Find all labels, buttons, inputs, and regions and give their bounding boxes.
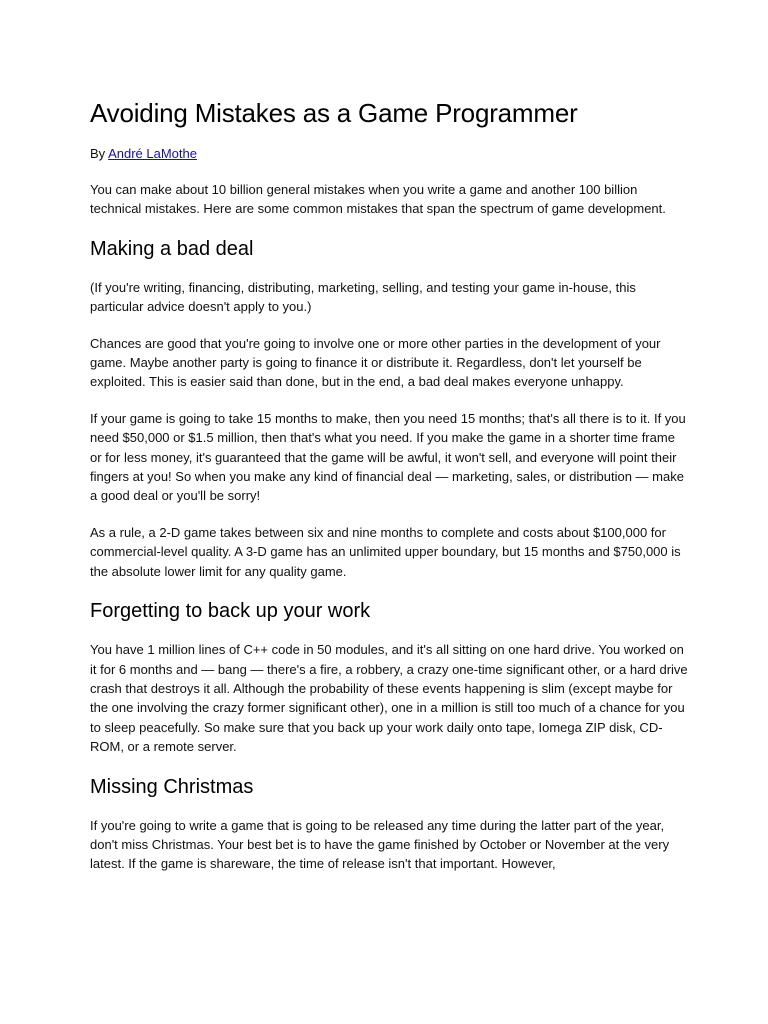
section-heading-bad-deal: Making a bad deal bbox=[90, 237, 254, 260]
paragraph: If you're going to write a game that is going to be released any time during the latter part of the year, don't miss Christmas. Your best bet is to have the game finished by October or November at the very latest. If the game is shareware, the time of release isn't that important. However, bbox=[90, 817, 670, 872]
paragraph: (If you're writing, financing, distributing, marketing, selling, and testing your game in-house, this particular advice doesn't apply to you.) bbox=[90, 279, 636, 315]
intro-paragraph: You can make about 10 billion general mistakes when you write a game and another 100 billion technical mistakes. Here are some common mistakes that span the spectrum of game development. bbox=[90, 182, 666, 217]
paragraph: You have 1 million lines of C++ code in 50 modules, and it's all sitting on one hard drive. You worked on it for 6 months and — bang — there's a fire, a robbery, a crazy one-time significant other, or a hard drive crash that destroys it all. Although the probability of these events happening is slim (except maybe for the one involving the crazy former significant other), one in a million is still too much of a chance for you to sleep peacefully. So make sure that you back up your work daily onto tape, Iomega ZIP disk, CD-ROM, or a remote server. bbox=[90, 642, 688, 755]
author-link[interactable]: André LaMothe bbox=[108, 146, 197, 161]
byline bbox=[90, 144, 688, 163]
paragraph: As a rule, a 2-D game takes between six and nine months to complete and costs about $100,000 for commercial-level quality. A 3-D game has an unlimited upper boundary, but 15 months and $750,000 is the absolute lower limit for any quality game. bbox=[90, 524, 681, 579]
section-heading-christmas: Missing Christmas bbox=[90, 775, 254, 798]
paragraph: If your game is going to take 15 months to make, then you need 15 months; that's all there is to it. If you need $50,000 or $1.5 million, then that's what you need. If you make the game in a shorter time frame or for less money, it's guaranteed that the game will be awful, it won't sell, and everyone will point their fingers at you! So when you make any kind of financial deal — marketing, sales, or distribution — make a good deal or you'll be sorry! bbox=[90, 410, 686, 504]
document-page bbox=[90, 96, 688, 891]
page-title: Avoiding Mistakes as a Game Programmer bbox=[90, 98, 578, 128]
paragraph: Chances are good that you're going to involve one or more other parties in the development of your game. Maybe another party is going to finance it or distribute it. Regardless, don't let yourself be exploited. This is easier said than done, but in the end, a bad deal makes everyone unhappy. bbox=[90, 335, 661, 390]
section-heading-backup: Forgetting to back up your work bbox=[90, 600, 371, 623]
byline-prefix: By bbox=[90, 146, 109, 161]
